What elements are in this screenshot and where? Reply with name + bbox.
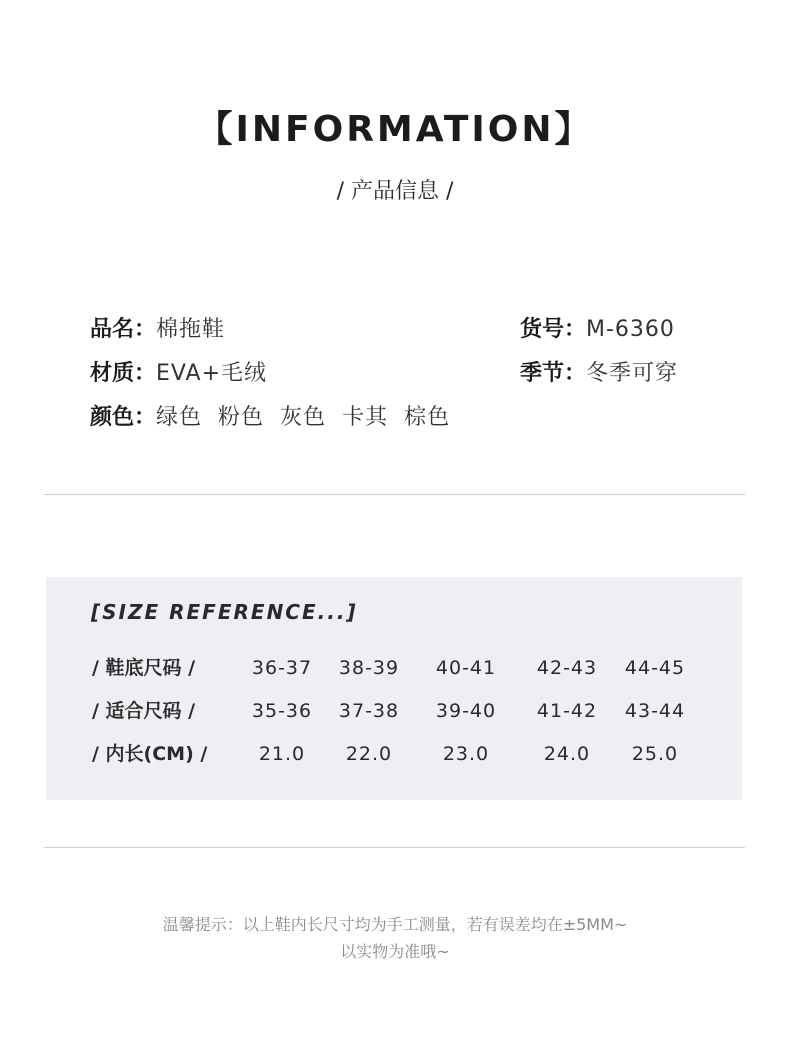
- sku-value: M-6360: [586, 317, 675, 342]
- color-option: 绿色: [156, 405, 203, 430]
- size-cell: 22.0: [345, 743, 393, 765]
- info-colors: [90, 402, 466, 434]
- size-row-label: / 内长(CM) /: [92, 743, 208, 765]
- season-value: 冬季可穿: [586, 361, 679, 386]
- size-cell: 37-38: [338, 700, 400, 722]
- size-cell: 40-41: [435, 657, 497, 679]
- size-cell: 43-44: [624, 700, 686, 722]
- color-option: 卡其: [342, 405, 389, 430]
- page-subtitle: / 产品信息 /: [336, 179, 454, 204]
- size-row-label: / 鞋底尺码 /: [92, 657, 196, 679]
- name-value: 棉拖鞋: [156, 317, 226, 342]
- size-cell: 42-43: [536, 657, 598, 679]
- size-cell: 25.0: [631, 743, 679, 765]
- size-cell: 44-45: [624, 657, 686, 679]
- sku-label: 货号：: [520, 317, 587, 342]
- size-cell: 23.0: [442, 743, 490, 765]
- material-label: 材质：: [90, 361, 157, 386]
- footnote-line-1: 温馨提示：以上鞋内长尺寸均为手工测量，若有误差均在±5MM~: [162, 915, 628, 934]
- size-row-fit: [46, 696, 742, 726]
- info-sku: [520, 314, 675, 346]
- info-season: [520, 358, 678, 390]
- color-list: [156, 405, 466, 430]
- footnote-line-2: 以实物为准哦~: [340, 942, 450, 961]
- size-cell: 21.0: [258, 743, 306, 765]
- material-value: EVA+毛绒: [156, 361, 268, 386]
- size-row-sole: [46, 653, 742, 683]
- size-cell: 41-42: [536, 700, 598, 722]
- size-cell: 36-37: [251, 657, 313, 679]
- season-label: 季节：: [520, 361, 587, 386]
- page-title: 【INFORMATION】: [196, 109, 594, 150]
- color-option: 棕色: [404, 405, 451, 430]
- size-row-label: / 适合尺码 /: [92, 700, 196, 722]
- color-option: 粉色: [218, 405, 265, 430]
- color-option: 灰色: [280, 405, 327, 430]
- divider-bottom: [44, 847, 745, 848]
- info-material: [90, 358, 267, 390]
- size-row-inner-length: [46, 739, 742, 769]
- size-cell: 39-40: [435, 700, 497, 722]
- size-cell: 38-39: [338, 657, 400, 679]
- size-reference-panel: [46, 577, 742, 800]
- size-cell: 35-36: [251, 700, 313, 722]
- color-label: 颜色：: [90, 405, 157, 430]
- size-reference-heading: [SIZE REFERENCE...]: [91, 600, 358, 624]
- name-label: 品名：: [90, 317, 157, 342]
- info-name: [90, 314, 225, 346]
- divider-top: [44, 494, 745, 495]
- size-cell: 24.0: [543, 743, 591, 765]
